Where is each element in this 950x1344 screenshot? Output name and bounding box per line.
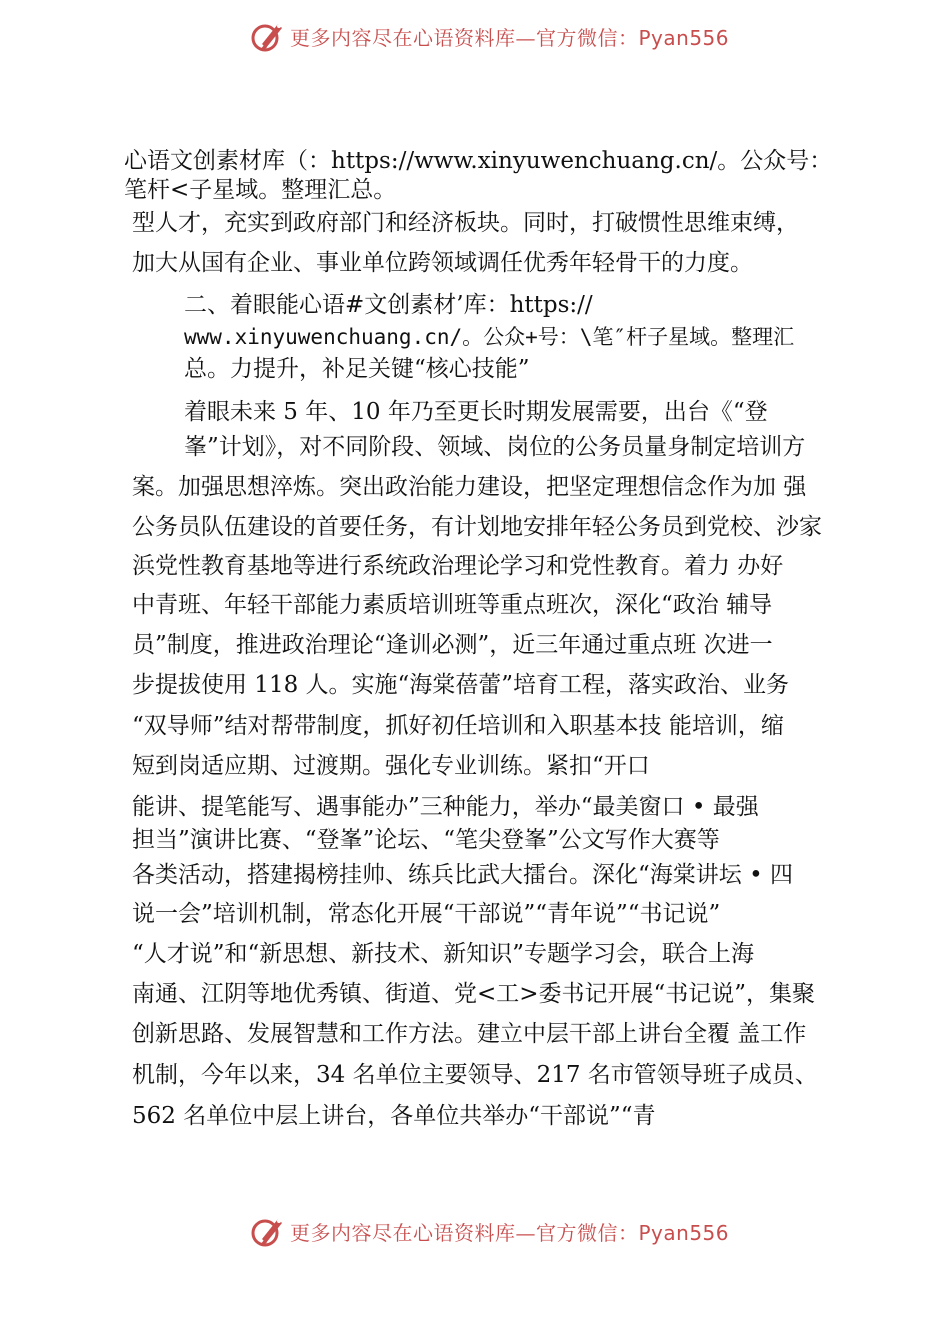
text-line: 562 名单位中层上讲台，各单位共举办“干部说”“青 [132, 1103, 656, 1129]
text-line: 各类活动，搭建揭榜挂帅、练兵比武大擂台。深化“海棠讲坛 • 四 [132, 862, 793, 888]
text-line: 员”制度，推进政治理论“逢训必测”，近三年通过重点班 次进一 [132, 632, 773, 658]
paragraph-start: 着眼未来 5 年、10 年乃至更长时期发展需要，出台《“登 [184, 399, 768, 425]
header-banner-text: 更多内容尽在心语资料库—官方微信：Pyan556 [290, 25, 730, 50]
text-line: 担当”演讲比赛、“登峯”论坛、“笔尖登峯”公文写作大赛等 [132, 827, 720, 853]
text-line: www.xinyuwenchuang.cn/。公众+号：\笔″杆子星域。整理汇 [184, 325, 795, 349]
text-line: “双导师”结对帮带制度，抓好初任培训和入职基本技 能培训，缩 [132, 713, 784, 739]
text-line: 短到岗适应期、过渡期。强化专业训练。紧扣“开口 [132, 753, 650, 779]
section-heading-end: 总。力提升，补足关键“核心技能” [184, 356, 530, 382]
text-line: 说一会”培训机制，常态化开展“干部说”“青年说”“书记说” [132, 901, 721, 927]
text-line: 创新思路、发展智慧和工作方法。建立中层干部上讲台全覆 盖工作 [132, 1021, 807, 1047]
text-line: 浜党性教育基地等进行系统政治理论学习和党性教育。着力 办好 [132, 553, 784, 579]
text-line: 峯”计划》，对不同阶段、领域、岗位的公务员量身制定培训方 [184, 434, 806, 460]
text-line: 能讲、提笔能写、遇事能办”三种能力，举办“最美窗口 • 最强 [132, 794, 759, 820]
text-line: 加大从国有企业、事业单位跨领域调任优秀年轻骨干的力度。 [132, 250, 753, 276]
text-line: 步提拔使用 118 人。实施“海棠蓓蕾”培育工程，落实政治、业务 [132, 672, 790, 698]
header-banner [250, 16, 729, 56]
text-line: 笔杆<子星域。整理汇总。 [124, 177, 397, 203]
text-line: 案。加强思想淬炼。突出政治能力建设，把坚定理想信念作为加 强 [132, 474, 807, 500]
pen-nib-circle-icon [250, 1213, 286, 1249]
text-line: 心语文创素材库（：https://www.xinyuwenchuang.cn/。公众号： [124, 148, 833, 174]
text-line: 中青班、年轻干部能力素质培训班等重点班次，深化“政治 辅导 [132, 592, 773, 618]
text-line: 南通、江阴等地优秀镇、街道、党<工>委书记开展“书记说”，集聚 [132, 981, 816, 1007]
footer-banner [250, 1211, 729, 1251]
text-line: 机制，今年以来，34 名单位主要领导、217 名市管领导班子成员、 [132, 1062, 818, 1088]
text-line: “人才说”和“新思想、新技术、新知识”专题学习会，联合上海 [132, 941, 755, 967]
pen-nib-circle-icon [250, 18, 286, 54]
text-line: 型人才，充实到政府部门和经济板块。同时，打破惯性思维束缚， [132, 210, 799, 236]
section-heading: 二、着眼能心语#文创素材’库：https:// [184, 292, 593, 318]
wechat-handle: Pyan556 [638, 1220, 730, 1245]
footer-banner-text: 更多内容尽在心语资料库—官方微信：Pyan556 [290, 1220, 730, 1245]
text-line: 公务员队伍建设的首要任务，有计划地安排年轻公务员到党校、沙家 [132, 514, 822, 540]
wechat-handle: Pyan556 [638, 25, 730, 50]
